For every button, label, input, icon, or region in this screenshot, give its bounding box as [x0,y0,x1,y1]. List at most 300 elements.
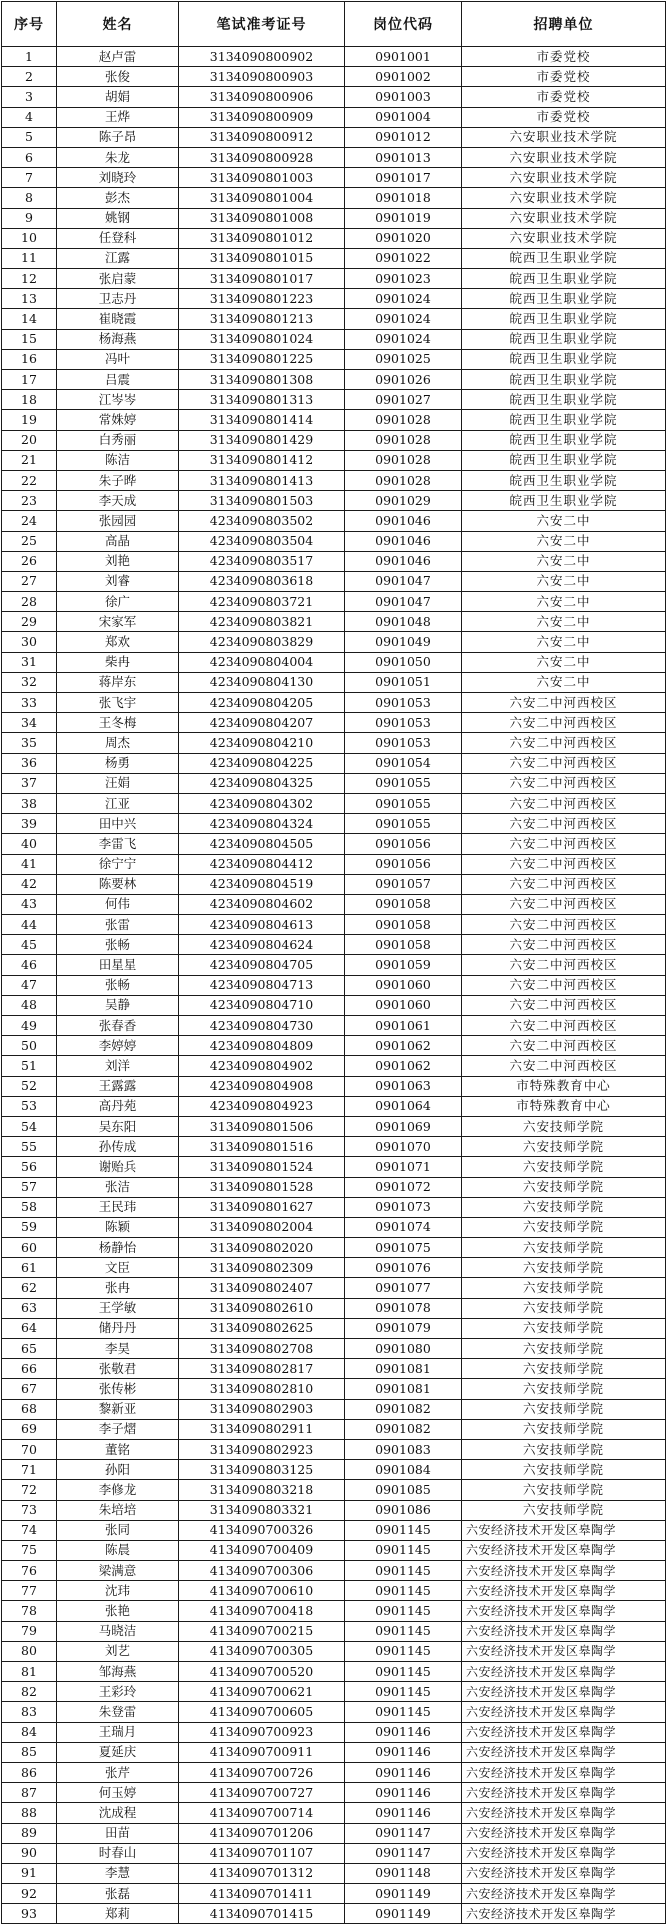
cell-serial: 50 [2,1036,57,1056]
cell-employer: 六安二中 [462,672,666,692]
cell-serial: 30 [2,632,57,652]
cell-exam-ticket: 3134090801223 [179,289,345,309]
cell-name: 田苗 [57,1823,179,1843]
cell-employer: 六安二中河西校区 [462,793,666,813]
table-row [2,1359,666,1379]
cell-exam-ticket: 4234090803829 [179,632,345,652]
cell-employer: 六安职业技术学院 [462,208,666,228]
table-row [2,107,666,127]
cell-exam-ticket: 3134090802911 [179,1419,345,1439]
cell-employer: 六安技师学院 [462,1157,666,1177]
cell-position-code: 0901061 [345,1016,462,1036]
cell-name: 刘睿 [57,571,179,591]
cell-employer: 六安二中河西校区 [462,995,666,1015]
cell-employer: 皖西卫生职业学院 [462,491,666,511]
cell-exam-ticket: 3134090802817 [179,1359,345,1379]
cell-serial: 9 [2,208,57,228]
cell-position-code: 0901086 [345,1500,462,1520]
cell-exam-ticket: 4234090804325 [179,773,345,793]
cell-name: 朱登雷 [57,1702,179,1722]
cell-name: 邹海燕 [57,1662,179,1682]
cell-employer: 六安二中 [462,592,666,612]
cell-name: 江亚 [57,793,179,813]
cell-exam-ticket: 4134090700726 [179,1762,345,1782]
cell-exam-ticket: 4234090804207 [179,713,345,733]
cell-position-code: 0901055 [345,793,462,813]
cell-name: 王烨 [57,107,179,127]
cell-serial: 79 [2,1621,57,1641]
table-row [2,1762,666,1782]
cell-serial: 72 [2,1480,57,1500]
cell-position-code: 0901147 [345,1843,462,1863]
table-row [2,1904,666,1924]
cell-employer: 六安二中河西校区 [462,935,666,955]
cell-exam-ticket: 4134090700610 [179,1581,345,1601]
cell-exam-ticket: 3134090800902 [179,47,345,67]
cell-serial: 49 [2,1016,57,1036]
table-row [2,248,666,268]
table-row [2,592,666,612]
cell-name: 吕震 [57,370,179,390]
cell-employer: 市委党校 [462,67,666,87]
cell-exam-ticket: 3134090801414 [179,410,345,430]
cell-position-code: 0901024 [345,289,462,309]
cell-serial: 86 [2,1762,57,1782]
cell-serial: 1 [2,47,57,67]
table-row [2,269,666,289]
table-row [2,1116,666,1136]
cell-position-code: 0901076 [345,1258,462,1278]
cell-serial: 7 [2,168,57,188]
cell-serial: 84 [2,1722,57,1742]
cell-serial: 37 [2,773,57,793]
table-row [2,693,666,713]
cell-name: 张雷 [57,915,179,935]
cell-position-code: 0901146 [345,1783,462,1803]
cell-serial: 80 [2,1641,57,1661]
cell-employer: 六安职业技术学院 [462,228,666,248]
cell-employer: 六安二中 [462,551,666,571]
cell-name: 张磊 [57,1884,179,1904]
table-row [2,1783,666,1803]
table-row [2,915,666,935]
cell-employer: 六安技师学院 [462,1238,666,1258]
cell-employer: 六安经济技术开发区皋陶学 [462,1581,666,1601]
table-row [2,1621,666,1641]
cell-exam-ticket: 4134090700305 [179,1641,345,1661]
cell-serial: 22 [2,470,57,490]
cell-name: 陈子昂 [57,127,179,147]
cell-position-code: 0901062 [345,1056,462,1076]
cell-position-code: 0901060 [345,995,462,1015]
cell-exam-ticket: 3134090800903 [179,67,345,87]
header-serial: 序号 [2,2,57,47]
cell-name: 高丹苑 [57,1096,179,1116]
cell-employer: 六安二中河西校区 [462,693,666,713]
cell-exam-ticket: 3134090801003 [179,168,345,188]
cell-exam-ticket: 3134090801015 [179,248,345,268]
cell-employer: 六安技师学院 [462,1217,666,1237]
cell-employer: 六安技师学院 [462,1137,666,1157]
cell-name: 王露露 [57,1076,179,1096]
cell-exam-ticket: 4134090701415 [179,1904,345,1924]
table-row [2,1217,666,1237]
cell-name: 刘艳 [57,551,179,571]
header-row [2,2,666,47]
cell-employer: 皖西卫生职业学院 [462,410,666,430]
cell-serial: 18 [2,390,57,410]
cell-name: 马晓洁 [57,1621,179,1641]
cell-employer: 六安职业技术学院 [462,168,666,188]
header-employer: 招聘单位 [462,2,666,47]
table-row [2,1056,666,1076]
cell-name: 郑欢 [57,632,179,652]
cell-serial: 15 [2,329,57,349]
cell-position-code: 0901078 [345,1298,462,1318]
cell-exam-ticket: 4234090804710 [179,995,345,1015]
cell-serial: 33 [2,693,57,713]
cell-exam-ticket: 4234090804205 [179,693,345,713]
cell-position-code: 0901020 [345,228,462,248]
cell-employer: 六安技师学院 [462,1298,666,1318]
table-row [2,410,666,430]
cell-name: 柴冉 [57,652,179,672]
cell-position-code: 0901082 [345,1399,462,1419]
cell-exam-ticket: 3134090801008 [179,208,345,228]
cell-position-code: 0901148 [345,1863,462,1883]
cell-employer: 皖西卫生职业学院 [462,269,666,289]
cell-serial: 21 [2,450,57,470]
cell-serial: 14 [2,309,57,329]
cell-serial: 29 [2,612,57,632]
table-row [2,632,666,652]
cell-employer: 六安经济技术开发区皋陶学 [462,1742,666,1762]
cell-name: 赵卢雷 [57,47,179,67]
table-row [2,1823,666,1843]
cell-name: 黎新亚 [57,1399,179,1419]
cell-name: 江岑岑 [57,390,179,410]
cell-name: 杨海燕 [57,329,179,349]
cell-exam-ticket: 4234090804602 [179,894,345,914]
cell-exam-ticket: 3134090801412 [179,450,345,470]
table-row [2,491,666,511]
table-row [2,87,666,107]
cell-serial: 36 [2,753,57,773]
cell-name: 王彩玲 [57,1682,179,1702]
cell-exam-ticket: 4134090700714 [179,1803,345,1823]
cell-employer: 六安技师学院 [462,1439,666,1459]
table-row [2,571,666,591]
table-row [2,168,666,188]
cell-serial: 85 [2,1742,57,1762]
cell-position-code: 0901018 [345,188,462,208]
header-position-code: 岗位代码 [345,2,462,47]
cell-serial: 70 [2,1439,57,1459]
table-row [2,450,666,470]
cell-name: 王学敏 [57,1298,179,1318]
cell-position-code: 0901146 [345,1762,462,1782]
cell-exam-ticket: 4234090804302 [179,793,345,813]
cell-position-code: 0901059 [345,955,462,975]
cell-employer: 皖西卫生职业学院 [462,450,666,470]
cell-position-code: 0901145 [345,1561,462,1581]
cell-exam-ticket: 4134090700923 [179,1722,345,1742]
cell-exam-ticket: 4134090700605 [179,1702,345,1722]
cell-exam-ticket: 3134090801225 [179,349,345,369]
cell-position-code: 0901145 [345,1702,462,1722]
cell-exam-ticket: 4234090804225 [179,753,345,773]
cell-position-code: 0901145 [345,1641,462,1661]
cell-serial: 92 [2,1884,57,1904]
cell-position-code: 0901050 [345,652,462,672]
cell-exam-ticket: 3134090801017 [179,269,345,289]
cell-serial: 66 [2,1359,57,1379]
cell-exam-ticket: 3134090803321 [179,1500,345,1520]
cell-employer: 六安二中 [462,632,666,652]
cell-exam-ticket: 4234090804705 [179,955,345,975]
cell-exam-ticket: 3134090802708 [179,1339,345,1359]
cell-serial: 76 [2,1561,57,1581]
cell-name: 张艳 [57,1601,179,1621]
cell-employer: 六安二中河西校区 [462,773,666,793]
cell-position-code: 0901053 [345,713,462,733]
table-row [2,1379,666,1399]
cell-name: 文臣 [57,1258,179,1278]
cell-name: 刘艺 [57,1641,179,1661]
table-row [2,854,666,874]
cell-name: 崔晓霞 [57,309,179,329]
cell-employer: 六安经济技术开发区皋陶学 [462,1904,666,1924]
table-row [2,1036,666,1056]
table-body [2,47,666,1924]
table-row [2,1197,666,1217]
cell-serial: 26 [2,551,57,571]
cell-serial: 28 [2,592,57,612]
cell-serial: 2 [2,67,57,87]
table-row [2,390,666,410]
cell-name: 白秀丽 [57,430,179,450]
cell-employer: 六安技师学院 [462,1480,666,1500]
table-row [2,1137,666,1157]
cell-employer: 六安二中河西校区 [462,975,666,995]
cell-employer: 六安二中河西校区 [462,1016,666,1036]
cell-employer: 六安职业技术学院 [462,127,666,147]
table-row [2,208,666,228]
cell-serial: 89 [2,1823,57,1843]
cell-name: 张飞宇 [57,693,179,713]
table-row [2,1500,666,1520]
table-row [2,1682,666,1702]
cell-position-code: 0901017 [345,168,462,188]
table-row [2,1843,666,1863]
cell-serial: 62 [2,1278,57,1298]
cell-exam-ticket: 3134090800928 [179,147,345,167]
cell-name: 张洁 [57,1177,179,1197]
cell-exam-ticket: 4134090700418 [179,1601,345,1621]
cell-employer: 六安二中河西校区 [462,894,666,914]
cell-serial: 3 [2,87,57,107]
cell-serial: 47 [2,975,57,995]
cell-position-code: 0901072 [345,1177,462,1197]
cell-employer: 六安二中河西校区 [462,915,666,935]
cell-name: 夏延庆 [57,1742,179,1762]
cell-position-code: 0901077 [345,1278,462,1298]
table-row [2,470,666,490]
table-row [2,874,666,894]
cell-exam-ticket: 4234090803502 [179,511,345,531]
cell-exam-ticket: 3134090801012 [179,228,345,248]
table-row [2,430,666,450]
cell-position-code: 0901028 [345,450,462,470]
cell-employer: 六安技师学院 [462,1419,666,1439]
cell-serial: 88 [2,1803,57,1823]
cell-position-code: 0901056 [345,834,462,854]
cell-name: 陈晨 [57,1540,179,1560]
cell-position-code: 0901019 [345,208,462,228]
cell-position-code: 0901064 [345,1096,462,1116]
cell-serial: 25 [2,531,57,551]
cell-name: 梁满意 [57,1561,179,1581]
cell-exam-ticket: 4234090803504 [179,531,345,551]
table-row [2,1399,666,1419]
cell-exam-ticket: 4134090700621 [179,1682,345,1702]
table-row [2,995,666,1015]
cell-name: 李子熠 [57,1419,179,1439]
table-row [2,814,666,834]
cell-exam-ticket: 4134090701206 [179,1823,345,1843]
cell-employer: 六安经济技术开发区皋陶学 [462,1601,666,1621]
cell-position-code: 0901070 [345,1137,462,1157]
cell-name: 沈成程 [57,1803,179,1823]
cell-employer: 六安经济技术开发区皋陶学 [462,1682,666,1702]
cell-name: 高晶 [57,531,179,551]
cell-exam-ticket: 3134090803125 [179,1460,345,1480]
cell-employer: 六安技师学院 [462,1500,666,1520]
cell-exam-ticket: 4134090700520 [179,1662,345,1682]
cell-exam-ticket: 4134090701312 [179,1863,345,1883]
cell-position-code: 0901062 [345,1036,462,1056]
cell-exam-ticket: 3134090801413 [179,470,345,490]
table-row [2,1702,666,1722]
cell-name: 胡娟 [57,87,179,107]
table-row [2,47,666,67]
table-row [2,188,666,208]
cell-exam-ticket: 3134090801516 [179,1137,345,1157]
cell-employer: 市委党校 [462,87,666,107]
cell-name: 卫志丹 [57,289,179,309]
cell-serial: 91 [2,1863,57,1883]
cell-serial: 24 [2,511,57,531]
cell-employer: 六安经济技术开发区皋陶学 [462,1702,666,1722]
table-row [2,1601,666,1621]
cell-exam-ticket: 3134090801024 [179,329,345,349]
cell-name: 孙阳 [57,1460,179,1480]
cell-exam-ticket: 4234090804412 [179,854,345,874]
cell-position-code: 0901069 [345,1116,462,1136]
cell-exam-ticket: 4234090804730 [179,1016,345,1036]
cell-position-code: 0901056 [345,854,462,874]
cell-employer: 皖西卫生职业学院 [462,370,666,390]
cell-name: 张传彬 [57,1379,179,1399]
table-row [2,309,666,329]
cell-serial: 59 [2,1217,57,1237]
cell-serial: 45 [2,935,57,955]
cell-exam-ticket: 3134090800912 [179,127,345,147]
table-row [2,1480,666,1500]
cell-serial: 11 [2,248,57,268]
cell-employer: 六安二中 [462,571,666,591]
cell-position-code: 0901145 [345,1682,462,1702]
cell-position-code: 0901063 [345,1076,462,1096]
table-row [2,1439,666,1459]
cell-name: 张芹 [57,1762,179,1782]
cell-serial: 19 [2,410,57,430]
cell-serial: 65 [2,1339,57,1359]
cell-exam-ticket: 4234090804613 [179,915,345,935]
cell-serial: 40 [2,834,57,854]
cell-exam-ticket: 3134090801429 [179,430,345,450]
cell-serial: 67 [2,1379,57,1399]
cell-serial: 44 [2,915,57,935]
cell-position-code: 0901013 [345,147,462,167]
table-row [2,370,666,390]
cell-serial: 93 [2,1904,57,1924]
cell-position-code: 0901080 [345,1339,462,1359]
cell-serial: 55 [2,1137,57,1157]
cell-exam-ticket: 3134090801213 [179,309,345,329]
cell-position-code: 0901054 [345,753,462,773]
cell-employer: 六安经济技术开发区皋陶学 [462,1520,666,1540]
cell-name: 张敬君 [57,1359,179,1379]
cell-exam-ticket: 3134090801528 [179,1177,345,1197]
cell-name: 徐宁宁 [57,854,179,874]
cell-name: 李天成 [57,491,179,511]
cell-exam-ticket: 4234090803618 [179,571,345,591]
table-row [2,1339,666,1359]
cell-employer: 六安经济技术开发区皋陶学 [462,1662,666,1682]
cell-employer: 六安二中河西校区 [462,1036,666,1056]
cell-name: 朱培培 [57,1500,179,1520]
cell-position-code: 0901058 [345,935,462,955]
cell-serial: 51 [2,1056,57,1076]
table-row [2,511,666,531]
table-row [2,127,666,147]
cell-name: 常姝婷 [57,410,179,430]
cell-position-code: 0901027 [345,390,462,410]
table-row [2,672,666,692]
table-row [2,147,666,167]
cell-name: 刘洋 [57,1056,179,1076]
cell-name: 何伟 [57,894,179,914]
table-row [2,1460,666,1480]
cell-position-code: 0901071 [345,1157,462,1177]
cell-employer: 六安技师学院 [462,1399,666,1419]
cell-serial: 5 [2,127,57,147]
cell-serial: 74 [2,1520,57,1540]
cell-serial: 48 [2,995,57,1015]
cell-serial: 71 [2,1460,57,1480]
cell-name: 杨静怡 [57,1238,179,1258]
cell-serial: 17 [2,370,57,390]
cell-exam-ticket: 4134090701107 [179,1843,345,1863]
table-row [2,1177,666,1197]
cell-exam-ticket: 3134090803218 [179,1480,345,1500]
cell-name: 李雷飞 [57,834,179,854]
cell-position-code: 0901025 [345,349,462,369]
cell-position-code: 0901046 [345,511,462,531]
cell-exam-ticket: 4234090804902 [179,1056,345,1076]
cell-exam-ticket: 4134090700911 [179,1742,345,1762]
